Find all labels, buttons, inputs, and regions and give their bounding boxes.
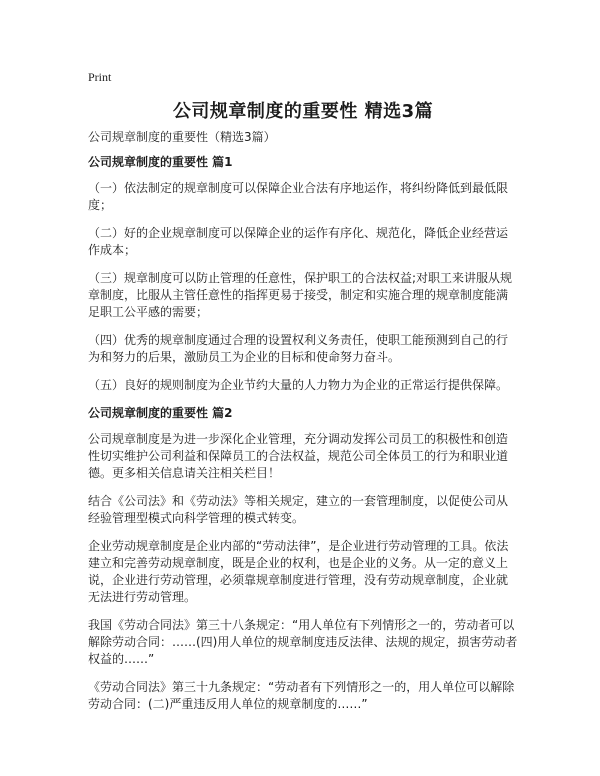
section2-paragraph: 企业劳动规章制度是企业内部的“劳动法律”，是企业进行劳动管理的工具。依法建立和完善劳动规章制度，既是企业的权利，也是企业的义务。从一定的意义上说，企业进行劳动管理，必须靠规章制度进行管理，没有劳动规章制度，企业就无法进行劳动管理。: [88, 539, 509, 604]
section2-paragraph: 我国《劳动合同法》第三十八条规定：“用人单位有下列情形之一的，劳动者可以解除劳动合同：……(四)用人单位的规章制度违反法律、法规的规定，损害劳动者权益的……”: [88, 618, 518, 666]
section2-paragraph: 公司规章制度是为进一步深化企业管理，充分调动发挥公司员工的积极性和创造性切实维护公司利益和保障员工的合法权益，规范公司全体员工的行为和职业道德。更多相关信息请关注相关栏目！: [88, 432, 509, 480]
print-label: Print: [88, 70, 112, 84]
document-subtitle: 公司规章制度的重要性（精选3篇）: [88, 130, 276, 144]
document-title: 公司规章制度的重要性 精选3篇: [172, 101, 434, 122]
section1-paragraph: （三）规章制度可以防止管理的任意性，保护职工的合法权益;对职工来讲服从规章制度，比服从主管任意性的指挥更易于接受，制定和实施合理的规章制度能满足职工公平感的需要；: [88, 271, 513, 319]
section2-paragraph: 结合《公司法》和《劳动法》等相关规定，建立的一套管理制度，以促使公司从经验管理型模式向科学管理的模式转变。: [88, 494, 509, 525]
section1-paragraph: （一）依法制定的规章制度可以保障企业合法有序地运作，将纠纷降低到最低限度；: [88, 181, 509, 212]
section1-paragraph: （五）良好的规则制度为企业节约大量的人力物力为企业的正常运行提供保障。: [88, 378, 509, 392]
section1-paragraph: （二）好的企业规章制度可以保障企业的运作有序化、规范化，降低企业经营运作成本；: [88, 226, 509, 257]
section-heading-2: 公司规章制度的重要性 篇2: [88, 406, 233, 420]
document-body: [88, 129, 518, 724]
section2-paragraph: 《劳动合同法》第三十九条规定：“劳动者有下列情形之一的，用人单位可以解除劳动合同：(二)严重违反用人单位的规章制度的……”: [88, 680, 515, 711]
section1-paragraph: （四）优秀的规章制度通过合理的设置权利义务责任，使职工能预测到自己的行为和努力的后果，激励员工为企业的目标和使命努力奋斗。: [88, 333, 509, 364]
section-heading-1: 公司规章制度的重要性 篇1: [88, 155, 233, 169]
